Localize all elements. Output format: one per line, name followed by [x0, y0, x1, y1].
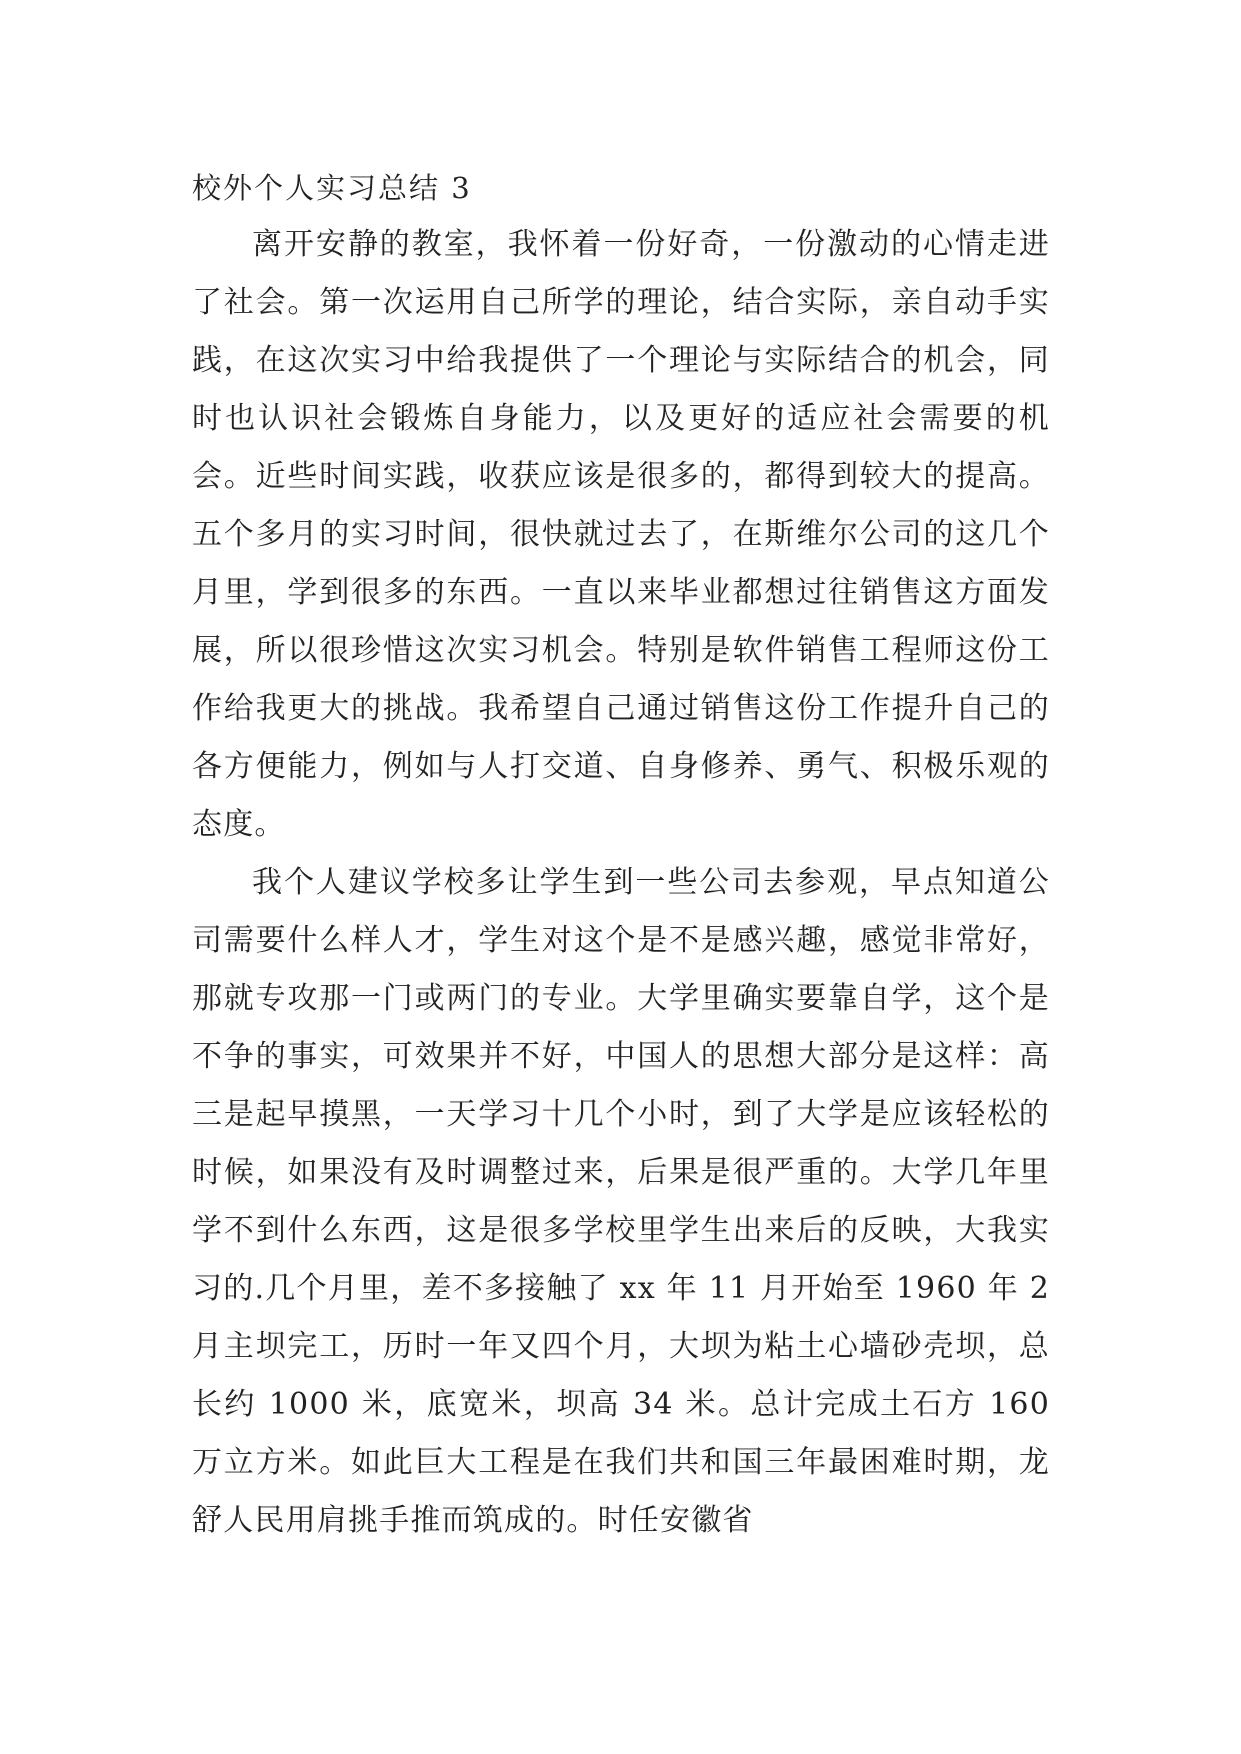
- document-body: [192, 160, 1050, 1550]
- paragraph-1: 离开安静的教室，我怀着一份好奇，一份激动的心情走进了社会。第一次运用自己所学的理论，结合实际，亲自动手实践，在这次实习中给我提供了一个理论与实际结合的机会，同时也认识社会锻炼自身能力，以及更好的适应社会需要的机会。近些时间实践，收获应该是很多的，都得到较大的提高。五个多月的实习时间，很快就过去了，在斯维尔公司的这几个月里，学到很多的东西。一直以来毕业都想过往销售这方面发展，所以很珍惜这次实习机会。特别是软件销售工程师这份工作给我更大的挑战。我希望自己通过销售这份工作提升自己的各方便能力，例如与人打交道、自身修养、勇气、积极乐观的态度。: [192, 227, 1050, 842]
- document-title: 校外个人实习总结 3: [192, 171, 472, 205]
- paragraph-2: 我个人建议学校多让学生到一些公司去参观，早点知道公司需要什么样人才，学生对这个是不是感兴趣，感觉非常好，那就专攻那一门或两门的专业。大学里确实要靠自学，这个是不争的事实，可效果并不好，中国人的思想大部分是这样：高三是起早摸黑，一天学习十几个小时，到了大学是应该轻松的时候，如果没有及时调整过来，后果是很严重的。大学几年里学不到什么东西，这是很多学校里学生出来后的反映，大我实习的.几个月里，差不多接触了 xx 年 11 月开始至 1960 年 2 月主坝完工，历时一年又四个月，大坝为粘土心墙砂壳坝，总长约 1000 米，底宽米，坝高 34 米。总计完成土石方 160 万立方米。如此巨大工程是在我们共和国三年最困难时期，龙舒人民用肩挑手推而筑成的。时任安徽省: [192, 865, 1050, 1538]
